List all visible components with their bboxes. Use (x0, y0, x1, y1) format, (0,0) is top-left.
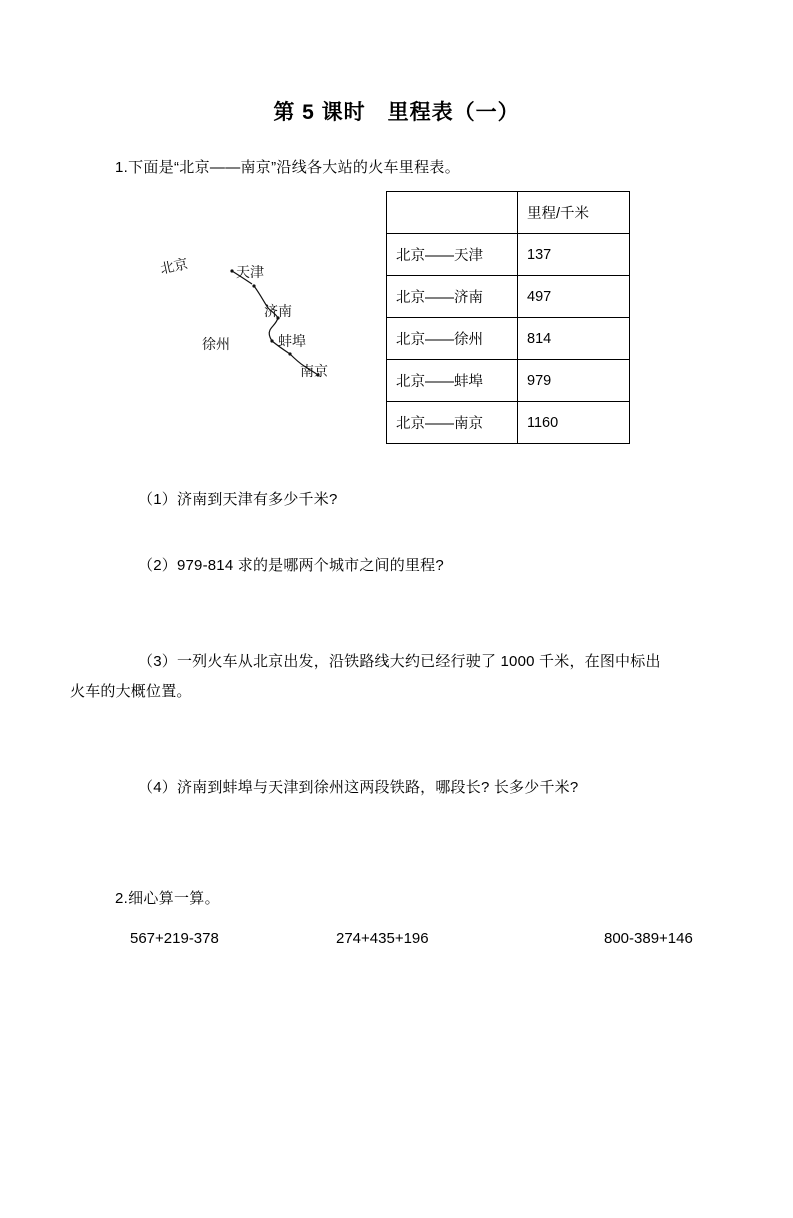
sub-question-1: （1）济南到天津有多少千米? (138, 491, 338, 508)
question-2-prompt: 2.细心算一算。 (115, 890, 220, 907)
table-row (387, 360, 630, 402)
mileage-table (386, 191, 630, 444)
table-cell-route: 北京——蚌埠 (387, 360, 518, 402)
map-label-xuzhou: 徐州 (202, 338, 230, 353)
spacer (60, 707, 733, 743)
map-label-tianjin: 天津 (236, 266, 264, 281)
table-row (387, 234, 630, 276)
railway-line-icon (160, 246, 380, 416)
table-cell-mileage: 497 (518, 276, 630, 318)
question-1-content (60, 191, 733, 461)
map-label-bengbu: 蚌埠 (278, 335, 306, 350)
sub-question-3: （3）一列火车从北京出发，沿铁路线大约已经行驶了 1000 千米，在图中标出 (138, 653, 661, 670)
spacer (60, 743, 733, 773)
worksheet-page (0, 96, 793, 1218)
table-cell-mileage: 1160 (518, 402, 630, 444)
table-header-cell-mileage: 里程/千米 (518, 192, 630, 234)
railway-map (160, 246, 380, 416)
table-cell-mileage: 979 (518, 360, 630, 402)
map-label-nanjing: 南京 (300, 365, 328, 380)
table-cell-route: 北京——徐州 (387, 318, 518, 360)
question-1-prompt: 1.下面是“北京——南京”沿线各大站的火车里程表。 (115, 159, 461, 176)
table-row (387, 276, 630, 318)
table-cell-route: 北京——南京 (387, 402, 518, 444)
table-cell-route: 北京——天津 (387, 234, 518, 276)
calc-expression-1: 567+219-378 (130, 930, 219, 947)
spacer (60, 617, 733, 647)
table-header-row (387, 192, 630, 234)
table-cell-route: 北京——济南 (387, 276, 518, 318)
sub-question-3-continued: 火车的大概位置。 (70, 683, 192, 700)
page-title: 第 5 课时 里程表（一） (273, 101, 520, 124)
table-row (387, 402, 630, 444)
sub-question-4: （4）济南到蚌埠与天津到徐州这两段铁路，哪段长? 长多少千米? (138, 779, 579, 796)
table-header-cell-blank (387, 192, 518, 234)
table-cell-mileage: 137 (518, 234, 630, 276)
calc-expression-3: 800-389+146 (604, 930, 693, 947)
calculation-row (130, 930, 750, 947)
spacer (60, 515, 733, 551)
calc-expression-2: 274+435+196 (336, 930, 429, 947)
map-label-beijing: 北京 (159, 257, 190, 278)
map-label-jinan: 济南 (264, 305, 292, 320)
table-cell-mileage: 814 (518, 318, 630, 360)
table-row (387, 318, 630, 360)
sub-question-2: （2）979-814 求的是哪两个城市之间的里程? (138, 557, 444, 574)
spacer (60, 581, 733, 617)
